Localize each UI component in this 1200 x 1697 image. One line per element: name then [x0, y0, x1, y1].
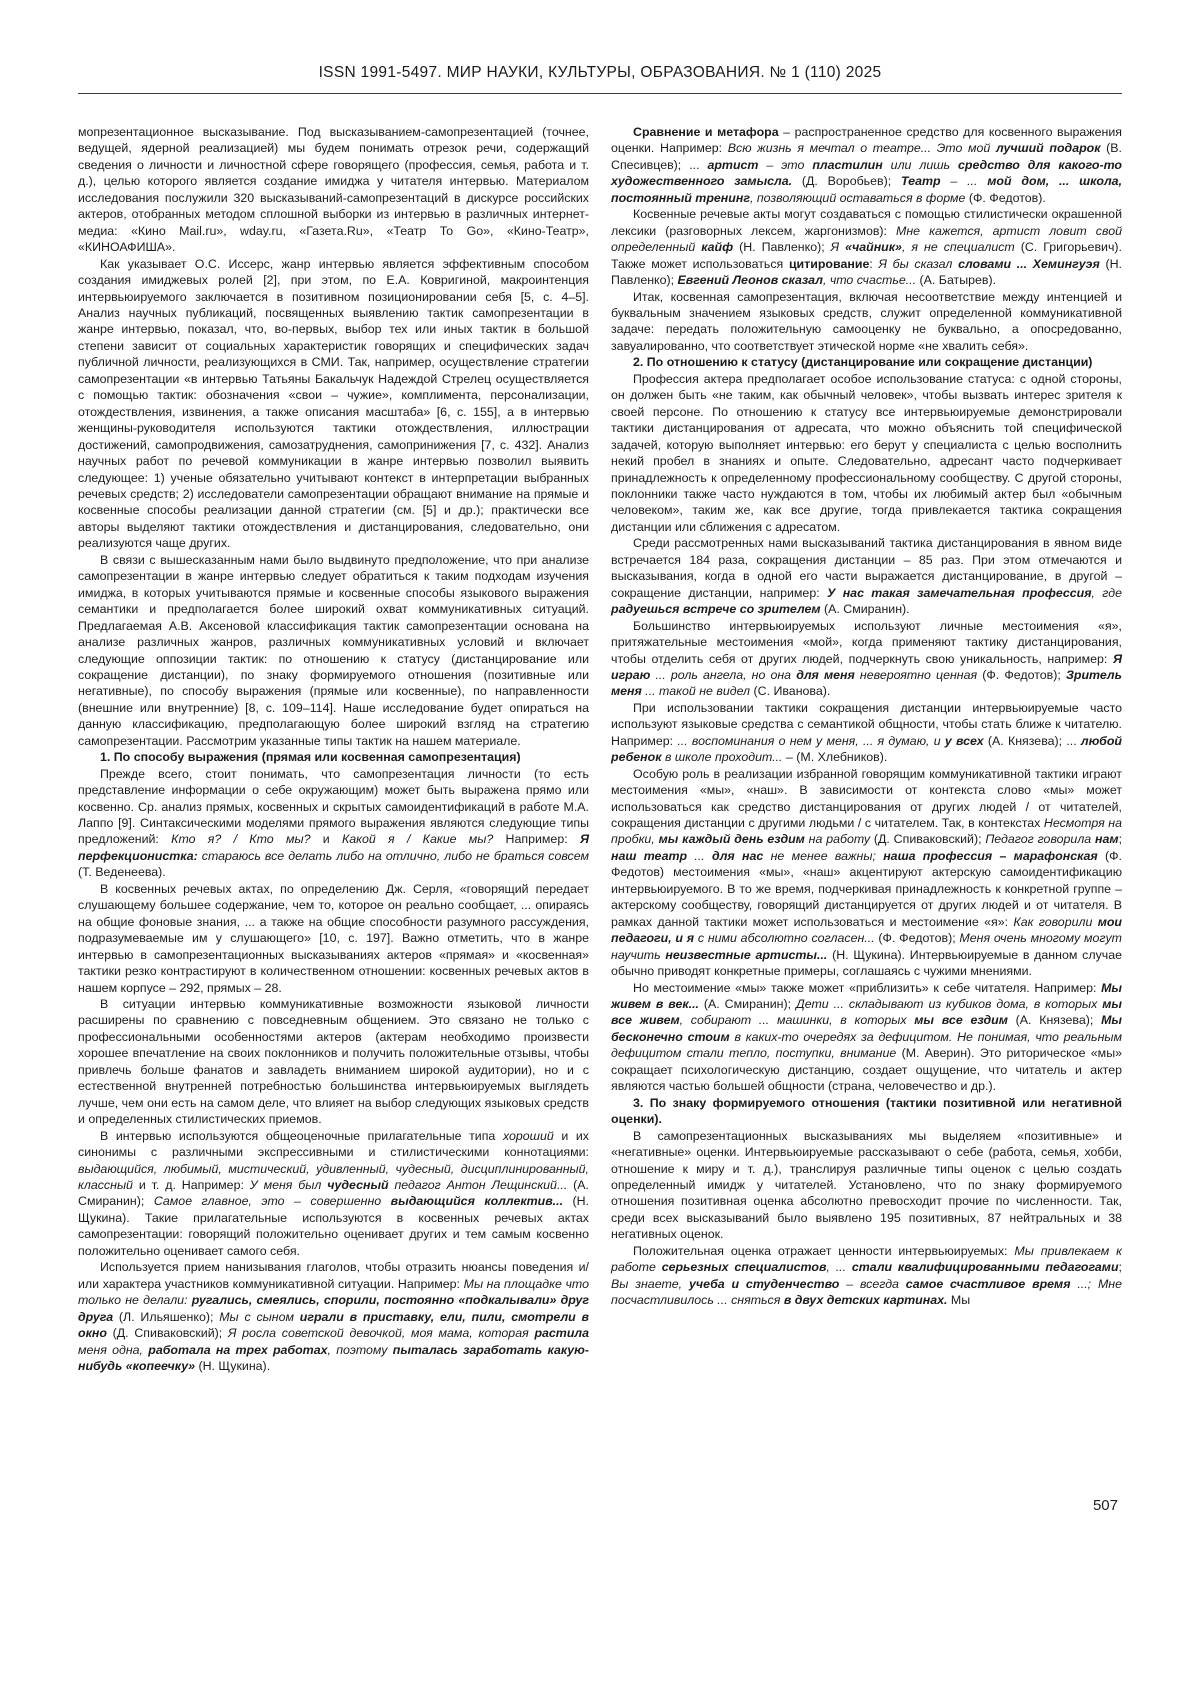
paragraph: В самопрезентационных высказываниях мы выделяем «позитивные» и «негативные» оценки. Интервьюируемые рассказывают о себе (работа, семья, хобби, отношение к миру и т. д.), транслируя различные типы оценок с целью создать определенный имидж у читателей. Установлено, что по знаку формируемого отношения позитивная оценка абсолютно превосходит прочие по численности. Так, среди всех высказываний было выявлено 195 позитивных, 87 нейтральных и 38 негативных оценок.: [611, 1128, 1122, 1242]
section-heading: 2. По отношению к статусу (дистанцирование или сокращение дистанции): [633, 355, 1093, 370]
paragraph: В интервью используются общеоценочные прилагательные типа хороший и их синонимы с различными экспрессивными и стилистическими коннотациями: выдающийся, любимый, мистический, удивленный, чудесный, дисциплинированный, классный и т. д. Например: У меня был чудесный педагог Антон Лещинский... (А. Смиранин); Самое главное, это – совершенно выдающийся коллектив... (Н. Щукина). Такие прилагательные используются в косвенных речевых актах самопрезентации: говорящий положительно оценивает других и тем самым косвенно положительно оценивает самого себя.: [78, 1128, 590, 1258]
header-divider: [78, 93, 1122, 94]
paragraph: Косвенные речевые акты могут создаваться с помощью стилистически окрашенной лексики (разговорных лексем, жаргонизмов): Мне кажется, артист ловит свой определенный кайф (Н. Павленко); Я «чайник», я не специалист (С. Григорьевич). Также может использоваться цитирование: Я бы сказал словами ... Хемингуэя (Н. Павленко); Евгений Леонов сказал, что счастье... (А. Батырев).: [611, 207, 1122, 288]
left-column: [78, 124, 589, 1374]
paragraph: Итак, косвенная самопрезентация, включая несоответствие между интенцией и буквальным значением языковых средств, служит определенной коммуникативной задаче: передать положительную самооценку не буквально, а опосредованно, завуалированно, что соответствует этической норме «не хвалить себя».: [611, 289, 1122, 353]
page-number: 507: [1092, 1497, 1118, 1514]
paragraph: Положительная оценка отражает ценности интервьюируемых: Мы привлекаем к работе серьезных специалистов, ... стали квалифицированными педагогами; Вы знаете, учеба и студенчество – всегда самое счастливое время ...; Мне посчастливилось ... сняться в двух детских картинах. Мы: [611, 1243, 1122, 1308]
paragraph: Особую роль в реализации избранной говорящим коммуникативной тактики играют местоимения «мы», «наш». В зависимости от контекста слово «мы» может использоваться как средство дистанцирования от других людей / от читателей, сокращения дистанции с другими людьми / с читателем. Так, в контекстах Несмотря на пробки, мы каждый день ездим на работу (Д. Спиваковский); Педагог говорила нам; наш театр ... для нас не менее важны; наша профессия – марафонская (Ф. Федотов) местоимения «мы», «наш» акцентируют актерскую самоидентификацию интервьюируемого. В то же время, подчеркивая принадлежность к конкретной группе – актерскому сообществу, говорящий дистанцируется от других людей и от читателя. В рамках данной тактики может использоваться и местоимение «я»: Как говорили мои педагоги, и я с ними абсолютно согласен... (Ф. Федотов); Меня очень многому могут научить неизвестные артисты... (Н. Щукина). Интервьюируемые в данном случае обычно приводят конкретные примеры, соглашаясь с чужими мнениями.: [611, 766, 1123, 979]
paragraph: Сравнение и метафора – распространенное средство для косвенного выражения оценки. Например: Всю жизнь я мечтал о театре... Это мой лучший подарок (В. Спесивцев); ... артист – это пластилин или лишь средство для какого-то художественного замысла. (Д. Воробьев); Театр – ... мой дом, ... школа, постоянный тренинг, позволяющий оставаться в форме (Ф. Федотов).: [611, 125, 1123, 205]
paragraph: мопрезентационное высказывание. Под высказыванием-самопрезентацией (точнее, ведущей, ядерной реализацией) мы будем понимать отрезок речи, содержащий сведения о личности и личностной сфере говорящего (профессия, семья, работа и т. д.), целью которого является создание имиджа у читателя интервью. Материалом исследования послужили 320 высказываний-самопрезентаций в дискурсе российских актеров, отобранных методом сплошной выборки из интервью в различных интернет-медиа: «Кино Mail.ru», wday.ru, «Газета.Ru», «Театр То Go», «Кино-Театр», «КИНОАФИША».: [78, 125, 589, 255]
paragraph: Используется прием нанизывания глаголов, чтобы отразить нюансы поведения и/или характера участников коммуникативной ситуации. Например: Мы на площадке что только не делали: ругались, смеялись, спорили, постоянно «подкалывали» друг друга (Л. Ильяшенко); Мы с сыном играли в приставку, ели, пили, смотрели в окно (Д. Спиваковский); Я росла советской девочкой, моя мама, которая растила меня одна, работала на трех работах, поэтому пыталась заработать какую-нибудь «копеечку» (Н. Щукина).: [78, 1260, 590, 1373]
right-column: [611, 124, 1122, 1374]
paragraph: Профессия актера предполагает особое использование статуса: с одной стороны, он должен быть «не таким, как обычный человек», чтобы вызвать интерес зрителя к своей персоне. По отношению к статусу все интервьюируемые демонстрировали тактики дистанцирования от адресата, что можно объяснить той специфической задачей, которую выполняет интервью: его берут у специалиста с целью восполнить некий пробел в знаниях и опыте. Следовательно, адресант часто подчеркивает принадлежность к определенному профессиональному сообществу. С другой стороны, поклонники также часто нуждаются в том, чтобы их любимый актер был «обычным человеком», таким же, как все другие, тогда привлекается тактика сокращения дистанции или сближения с адресатом.: [611, 371, 1122, 534]
article-body: [78, 124, 1122, 1374]
section-heading: 3. По знаку формируемого отношения (тактики позитивной или негативной оценки).: [611, 1095, 1122, 1127]
paragraph: В ситуации интервью коммуникативные возможности языковой личности расширены по сравнению с повседневным общением. Это связано не только с профессиональными особенностями актеров (актерам необходимо произвести хорошее впечатление на своих поклонников и получить положительные отзывы, чтобы привлечь больше фанатов и завладеть вниманием широкой аудитории), но и с естественной внутренней потребностью большинства интервьюируемых выглядеть лучше, чем они есть на самом деле, что влияет на выбор следующих языковых средств и определенных стилистических приемов.: [78, 997, 589, 1127]
paragraph: Прежде всего, стоит понимать, что самопрезентация личности (то есть представление информации о себе окружающим) может быть выражена прямо или косвенно. Ср. анализ прямых, косвенных и скрытых самоидентификаций в работе М.А. Лаппо [9]. Синтаксическими моделями прямого выражения являются следующие типы предложений: Кто я? / Кто мы? и Какой я / Какие мы? Например: Я перфекционистка: стараюсь все делать либо на отлично, либо не браться совсем (Т. Веденеева).: [78, 766, 589, 880]
paragraph: Но местоимение «мы» также может «приблизить» к себе читателя. Например: Мы живем в век... (А. Смиранин); Дети ... складывают из кубиков дома, в которых мы все живем, собирают ... машинки, в которых мы все ездим (А. Князева); Мы бесконечно стоим в каких-то очередях за дефицитом. Не понимая, что реальным дефицитом стали тепло, поступки, внимание (М. Аверин). Это риторическое «мы» сокращает психологическую дистанцию, создает ощущение, что читатель и актер являются частью большей общности (страна, человечество и др.).: [611, 980, 1122, 1094]
paragraph: В связи с вышесказанным нами было выдвинуто предположение, что при анализе самопрезентации в жанре интервью следует обратиться к таким подходам изучения имиджа, в которых учитываются прямые и косвенные способы языкового выражения семантики и предполагается более широкий охват коммуникативных ситуаций. Предлагаемая А.В. Аксеновой классификация тактик самопрезентации основана на анализе различных жанров, различных коммуникативных условий и включает следующие оппозиции тактик: по отношению к статусу (дистанцирование или сокращение дистанции), по знаку формируемого отношения (позитивные или негативные), по способу выражения (прямые или косвенные), по направленности (внешние или внутренние) [8, с. 109–114]. Наше исследование будет опираться на данную классификацию, предполагающую более широкий взгляд на стратегию самопрезентации. Рассмотрим указанные типы тактик на нашем материале.: [78, 552, 589, 748]
paragraph: Большинство интервьюируемых используют личные местоимения «я», притяжательные местоимения «мой», когда применяют тактику дистанцирования, чтобы отделить себя от других людей, подчеркнуть свою уникальность, например: Я играю ... роль ангела, но она для меня невероятно ценная (Ф. Федотов); Зритель меня ... такой не видел (С. Иванова).: [611, 618, 1122, 699]
section-heading: 1. По способу выражения (прямая или косвенная самопрезентация): [100, 750, 521, 765]
paragraph: Как указывает О.С. Иссерс, жанр интервью является эффективным способом создания имиджевых ролей [2], при этом, по Е.А. Ковригиной, макроинтенция интервьюируемого заключается в позитивном позиционировании себя [5, с. 4–5]. Анализ научных публикаций, посвященных выявлению тактик самопрезентации в жанре интервью, показал, что, во-первых, выбор тех или иных тактик в большой степени зависит от социальных характеристик говорящих и специфических задач публичной личности, реализующихся в СМИ. Так, например, осуществление стратегии самопрезентации «в интервью Татьяны Бакальчук Надеждой Стрелец осуществляется с помощью тактик: обозначения «свои – чужие», комплимента, персонализации, отождествления, извинения, а также описания масштаба» [6, с. 155], а в интервью женщины-руководителя используются тактики отождествления, иллюстрации достижений, самопродвижения, самозатруднения, самопринижения [7, с. 432]. Анализ научных работ по речевой коммуникации в жанре интервью позволил выявить следующее: 1) ученые обязательно учитывают контекст в интерпретации выбранных речевых средств; 2) исследователи самопрезентации обращают внимание на прямые и косвенные способы реализации данной стратегии (см. [5] и др.); практически все авторы выделяют тактики отождествления и дистанцирования, следовательно, они реализуются чаще других.: [78, 256, 589, 551]
paragraph: Среди рассмотренных нами высказываний тактика дистанцирования в явном виде встречается 184 раза, сокращения дистанции – 85 раз. При этом отмечаются и высказывания, когда в одной его части выражается дистанцирование, в другой – сокращение дистанции, например: У нас такая замечательная профессия, где радуешься встрече со зрителем (А. Смиранин).: [611, 536, 1122, 617]
paragraph: При использовании тактики сокращения дистанции интервьюируемые часто используют языковые средства с семантикой общности, чтобы стать ближе к читателю. Например: ... воспоминания о нем у меня, ... я думаю, и у всех (А. Князева); ... любой ребенок в школе проходит... – (М. Хлебников).: [611, 700, 1122, 765]
paragraph: В косвенных речевых актах, по определению Дж. Серля, «говорящий передает слушающему большее содержание, чем то, которое он реально сообщает, ... опираясь на общие фоновые знания, ... а также на общие способности разумного рассуждения, подразумеваемые им у слушающего» [10, с. 197]. Важно отметить, что в жанре интервью в самопрезентационных высказываниях актеров «прямая» и «косвенная» тактики резко контрастируют в количественном отношении: косвенных речевых актов в нашем корпусе – 292, прямых – 28.: [78, 881, 589, 995]
journal-header: ISSN 1991-5497. МИР НАУКИ, КУЛЬТУРЫ, ОБРАЗОВАНИЯ. № 1 (110) 2025: [318, 64, 882, 81]
